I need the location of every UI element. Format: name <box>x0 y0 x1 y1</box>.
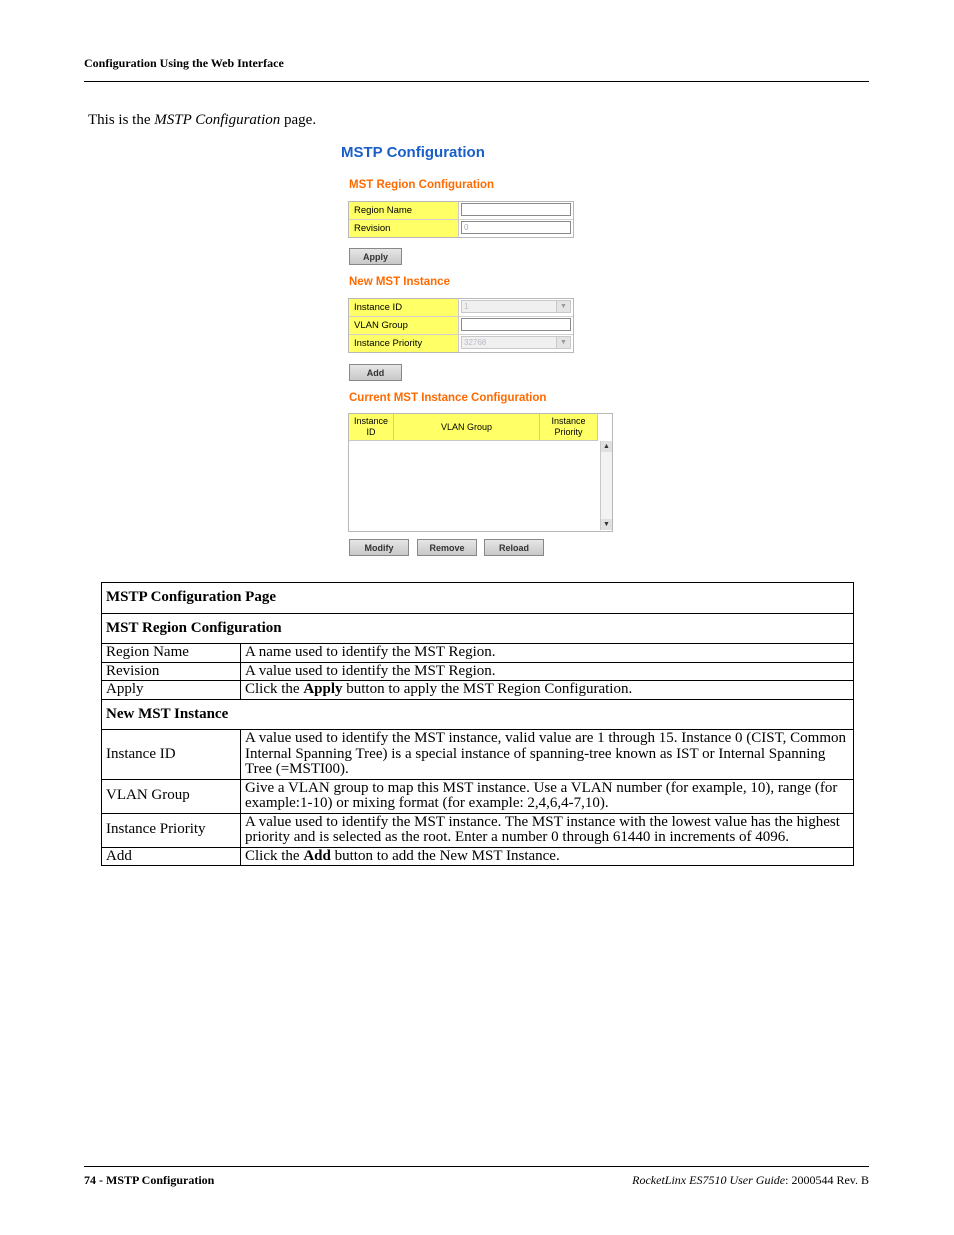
term-cell: Instance Priority <box>102 813 241 847</box>
column-header-vlan-group[interactable]: VLAN Group <box>394 414 540 440</box>
instance-list-scrollbar[interactable] <box>600 441 612 530</box>
revision-row <box>349 220 573 237</box>
instance-section-title: New MST Instance <box>349 276 450 288</box>
instance-heading: New MST Instance <box>102 699 854 730</box>
vlan-group-row <box>349 317 573 335</box>
intro-text <box>88 112 316 129</box>
desc-cell: A name used to identify the MST Region. <box>241 644 854 663</box>
table-row <box>102 847 854 866</box>
desc-text: button to apply the MST Region Configuration. <box>342 681 633 697</box>
instance-id-select[interactable] <box>461 300 571 313</box>
desc-text: button to add the New MST Instance. <box>330 847 560 864</box>
instance-priority-row <box>349 335 573 352</box>
region-name-input[interactable] <box>461 203 571 216</box>
term-cell: Instance ID <box>102 730 241 780</box>
footer-doc-title: RocketLinx ES7510 User Guide <box>632 1173 786 1187</box>
desc-text: Click the <box>245 847 304 864</box>
desc-cell: A value used to identify the MST instance. The MST instance with the lowest value has the highest priority and is selected as the root. Enter a number 0 through 61440 in increments of 4096. <box>241 813 854 847</box>
intro-page-name: MSTP Configuration <box>154 112 281 128</box>
region-heading: MST Region Configuration <box>102 613 854 644</box>
instance-priority-label: Instance Priority <box>349 335 459 352</box>
instance-priority-select[interactable] <box>461 336 571 349</box>
instance-id-label: Instance ID <box>349 299 459 316</box>
description-table <box>101 582 854 866</box>
desc-cell: Give a VLAN group to map this MST instance. Use a VLAN number (for example, 10), range (for example:1-10) or mixing format (for example: 2,4,6,4-7,10). <box>241 779 854 813</box>
modify-button[interactable]: Modify <box>349 539 409 556</box>
running-header: Configuration Using the Web Interface <box>84 56 284 70</box>
reload-button[interactable]: Reload <box>484 539 544 556</box>
footer-page-label: 74 - MSTP Configuration <box>84 1173 215 1187</box>
instance-id-value: 1 <box>464 302 469 311</box>
table-row <box>102 730 854 780</box>
add-button[interactable]: Add <box>349 364 402 381</box>
table-row <box>102 662 854 681</box>
footer-doc-info <box>632 1173 869 1188</box>
chevron-down-icon: ▼ <box>556 337 570 348</box>
vlan-group-input[interactable] <box>461 318 571 331</box>
term-cell: Apply <box>102 681 241 700</box>
column-header-instance-priority[interactable]: Instance Priority <box>540 414 598 440</box>
revision-label: Revision <box>349 220 459 237</box>
term-cell: Add <box>102 847 241 866</box>
term-cell: Revision <box>102 662 241 681</box>
apply-button[interactable]: Apply <box>349 248 402 265</box>
intro-suffix: page. <box>280 112 317 128</box>
scroll-down-icon[interactable]: ▼ <box>601 519 612 530</box>
desc-cell <box>241 681 854 700</box>
instance-form <box>348 298 574 353</box>
desc-cell: A value used to identify the MST instance, valid value are 1 through 15. Instance 0 (CIST, Common Internal Spanning Tree) is a special instance of spanning-tree known as IST or Internal Spanning Tree (=MSTI00). <box>241 730 854 780</box>
ui-page-title: MSTP Configuration <box>341 144 485 161</box>
table-row <box>102 644 854 663</box>
instance-list[interactable] <box>348 413 613 532</box>
intro-prefix: This is the <box>88 112 155 128</box>
remove-button[interactable]: Remove <box>417 539 477 556</box>
current-section-title: Current MST Instance Configuration <box>349 392 547 404</box>
footer-doc-rev: : 2000544 Rev. B <box>785 1173 869 1187</box>
table-row <box>102 779 854 813</box>
table-row <box>102 681 854 700</box>
desc-text: Click the <box>245 681 304 697</box>
column-header-instance-id[interactable]: Instance ID <box>349 414 394 440</box>
chevron-down-icon: ▼ <box>556 301 570 312</box>
table-title: MSTP Configuration Page <box>102 583 854 614</box>
desc-bold: Apply <box>303 681 343 697</box>
term-cell: VLAN Group <box>102 779 241 813</box>
instance-id-row <box>349 299 573 317</box>
desc-cell: A value used to identify the MST Region. <box>241 662 854 681</box>
table-row <box>102 813 854 847</box>
desc-bold: Add <box>303 847 331 864</box>
region-form <box>348 201 574 238</box>
region-name-label: Region Name <box>349 202 459 219</box>
revision-input[interactable]: 0 <box>461 221 571 234</box>
desc-cell <box>241 847 854 866</box>
region-section-title: MST Region Configuration <box>349 179 495 191</box>
vlan-group-label: VLAN Group <box>349 317 459 334</box>
header-rule <box>84 81 869 82</box>
instance-list-header <box>349 414 598 441</box>
instance-priority-value: 32768 <box>464 338 487 347</box>
scroll-up-icon[interactable]: ▲ <box>601 441 612 452</box>
region-name-row <box>349 202 573 220</box>
term-cell: Region Name <box>102 644 241 663</box>
footer-rule <box>84 1166 869 1167</box>
